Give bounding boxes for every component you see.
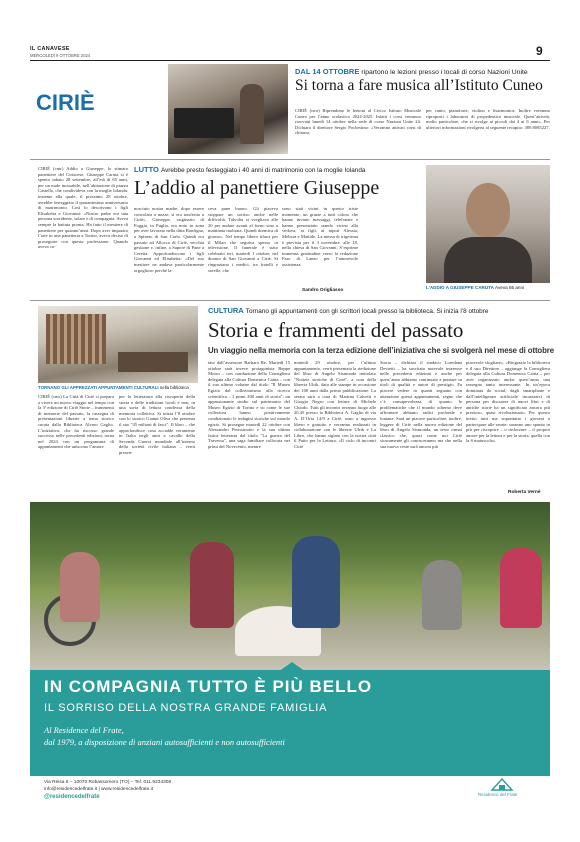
bookshelf-shape — [46, 314, 106, 364]
culture-subhead: Un viaggio nella memoria con la terza edizione dell’iniziativa che si svolgerà nel mese di ottobre — [208, 346, 554, 355]
obituary-lead-column: CIRIÈ (cmr) Addio a Giuseppe, lo stimato panettiere del Ciriacese. Giuseppe Caruta si è spento sabato 28 settembre, all’età di 65 anni, per un male incurabile, nell’abitazione di piazza Castello, che condivideva con la moglie Iolanda, insieme alla quale, il prossimo 28 ottobre, avrebbe festeggiato il quarantesimo anniversario di matrimonio. Così lo descrivono i figli Elisabetta e Giovanni: «Nostro padre era una persona sorridente, solare e di compagnia. Aveva sempre la battuta pronta. Ha fatto il mestiere di panettiere per quarant’anni. Dopo aver imparato l’arte in una panetteria a Torino, aveva deciso di proseguire con questa professione. Quando aveva co- — [38, 166, 128, 250]
residence-logo-icon — [490, 777, 514, 791]
music-kicker — [295, 67, 528, 76]
resident-2-shape — [190, 542, 234, 628]
giuseppe-portrait — [426, 165, 550, 283]
library-caption-bold: TORNANO GLI APPREZZATI APPUNTAMENTI CULTURALI — [38, 385, 159, 390]
obituary-kicker-rest: Avrebbe presto festeggiato i 40 anni di matrimonio con la moglie Iolanda — [160, 167, 366, 174]
obituary-headline: L’addio al panettiere Giuseppe — [134, 177, 380, 199]
page-number: 9 — [536, 44, 543, 58]
ad-photo — [30, 502, 550, 670]
ad-headline: IN COMPAGNIA TUTTO È PIÙ BELLO — [44, 677, 373, 696]
culture-body-col3: tato dall’assessore Barbara Re. Martedì 15 ottobre sarà invece protagonista Beppe Moiso – con conduzione della Consigliera delegata alla Cultura Domenica Caitta – con il suo ultimo volume dal titolo "Il Museo Egizio dal collezionismo alla ricerca scientifica – I primi 200 anni di storia": un appassionante studio sul patrimonio del Museo Egizio di Torino e su come le sue collezioni hanno positivamente condizionato le indagini storiche sul mondo egizio. Si prosegue martedì 22 ottobre con Alessandro Perissinotto e la sua ultima fatica letteraria dal titolo "La guerra del Traversa", una saga familiare collocata nei primi del Novecento, mentre — [208, 360, 290, 449]
culture-kicker-rest: Tornano gli appuntamenti con gli scrittori locali presso la biblioteca. Si inizia l’8 ottobre — [245, 308, 489, 315]
obituary-byline: Sandro Origliasso — [302, 288, 344, 293]
culture-body-col5: Storia – dichiara il sindaco Loredana Devietti – ha suscitato notevole interesse nelle precedenti edizioni e anche per quest’anno abbiamo continuato a puntare su titoli di qualità e autori di prestigio. Fa piacere vedere in quanti seguano con attenzione questi appuntamenti, segno che c’è consapevolezza di quanto le problematiche che il mondo odierno deve affrontare abbiano radici profonde e lontane. Sarà un piacere particolare, inoltre, leggere di Ciriè nella nuova edizione del libro di Angelo Sismonda, un testo ormai classico che, quasi come noi Ciriè sicuramente gli conosceranno ma che nella sua nuova veste sarà ancora più — [380, 360, 462, 449]
ad-line2: dal 1979, a disposizione di anziani autosufficienti e non autosufficienti — [44, 737, 285, 747]
music-body-col2: per canto, pianoforte, violino e fisarmonica. Inoltre verranno riproposti i laboratori di propedeutica musicale. Quest’attività, molto particolare, che si rivolge ai piccoli dai 4 ai 6 anni». Per ulteriori informazioni rivolgersi al seguente recapito: 389.8085227. — [426, 108, 550, 130]
piano-shape — [174, 108, 234, 138]
culture-kicker — [208, 306, 488, 315]
table-shape — [118, 352, 188, 372]
obituary-kicker-bold: LUTTO — [134, 165, 159, 174]
library-caption-rest: nella biblioteca — [159, 385, 189, 390]
culture-body-col4: martedì 29 ottobre, per l’ultimo appuntamento, verrà presentata la riedizione del libro di Angelo Sismonda intitolato "Notizie storiche di Ciriè", a cura della libreria Ulrik, data alle stampe in occasione dei 100 anni dalla prima pubblicazione. La serata sarà a cura di Martina Calvetti e Giorgio Negro con letture di Michele Chiodo. Tutti gli incontri avranno luogo alle 20.45 presso la Biblioteca A. Gaglio di via A. D’Oria 14/9 a Ciriè, sono a ingresso libero e gratuito e verranno realizzati in collaborazione con le librerie Ulrik e La Libro, che hanno siglato con la nostra città il Patto per la Lettura. «Il ciclo di incontri Ciriè — [294, 360, 376, 449]
ad-social: @residencedelfrate — [44, 794, 100, 800]
obituary-body-col4: sono stati vicini in questo triste momento; un grazie a tutti coloro che hanno inviato messaggi, telefonate e hanno presenziato stando vicino alla vedova, ai figli, ai nipoti Alessia, Melissa e Mattide. La messa di trigesima è prevista per il 3 novembre, alle 18, nella chiesa di San Giovanni. S’esprime immensa gratitudine verso la redazione Faro di Lanzo per l’amorevole assistenza. — [282, 206, 358, 267]
ad-address: Via Reisa 6 – 10070 Robassomero (TO) – Tel. 011.9234308 — [44, 780, 172, 785]
culture-body-col2: per la letteratura alla riscoperta della storia e delle tradizioni locali e non, in una sorta di lettura condivisa della memoria collettiva. Si inizia l’8 ottobre con lo storico Gianni Oliva che presenta il suo "45 milioni di fasci". Il libro – che approfondisce cosa accadde veramente in Italia negli anni a cavallo della Seconda Guerra mondiale all’interno della società civile italiana – verrà presen- — [119, 394, 195, 455]
music-body-col1: CIRIÈ (cmr) Riprendono le lezioni al Civico Istituto Musicale Cuneo per l’anno scolastico 2024-2025. Infatti i corsi verranno riavviati lunedì 14 ottobre nella sede di corso Nazioni Unite 24. Dichiara il direttore Sergio Pochettino: «Verranno attivati corsi di chitarra, — [295, 108, 421, 136]
resident-4-shape — [422, 560, 462, 630]
header-rule — [30, 60, 550, 61]
culture-body-col1: CIRIÈ (cmr) La Città di Ciriè si prepara a vivere un nuovo viaggio nel tempo con la 3ª edizione di Ciriè Storie – frammenti di memorie del passato, la rassegna di presentazioni librarie a tema storico curata dalla Biblioteca Alvaro Gaglio. L’iniziativa, che ha riscosso grande successo nelle precedenti edizioni, torna nel 2024 con un programma di appuntamenti che uniscono l’amore — [38, 394, 114, 450]
issue-date: MERCOLEDÌ 9 OTTOBRE 2024 — [30, 53, 91, 58]
culture-body-col6: piacevole sfogliare». «Ringrazio la biblioteca e il suo Direttore – aggiunge la Consigliera delegata alla Cultura Domenica Caitta – per aver organizzato anche quest’anno una rassegna tanto interessante. In un’epoca dominata da social, dagli smartphone e dall’intelligenza artificiale incontrarsi di persona per discutere di nuovi libri e di antiche storie ha un significato ancora più prezioso, quasi rivoluzionario. Per questo invito tutti ma soprattutto i giovani a partecipare alle serate: saranno uno spunto in più per riscoprire – o rinforzare – il proprio amore per la lettura e per la storia, quella con la S maiuscola». — [466, 360, 550, 444]
residence-logo-text: Residence del Frate — [478, 792, 518, 797]
obituary-top-rule — [30, 159, 550, 160]
ad-email: info@residencedelfrate.it | www.residencedelfrate.it — [44, 787, 154, 792]
culture-headline: Storia e frammenti del passato — [208, 318, 464, 342]
ad-notch — [278, 662, 306, 672]
music-headline: Si torna a fare musica all’Istituto Cuneo — [295, 77, 543, 94]
portrait-caption-bold: L’ADDIO A GIUSEPPE CARUTA — [426, 285, 494, 290]
obituary-body-col3: ceva pane buono. Gli piaceva stoppare un sorriso anche nelle difficoltà. Talvolta si svegliava alle 20 per andare avanti al forno sino a mattinata inoltrata. Quindi dormiva di giorno». Nel tempo libero tifava per il Milan che seguiva spesso in televisione. Il funerale è stato celebrato ieri, martedì 1 ottobre, nel duomo di San Giovanni a Ciriè. Si ringraziano i medici, tra fratelli e sorelle, che — [208, 206, 278, 273]
person-shape — [240, 84, 264, 144]
culture-top-rule — [30, 300, 550, 301]
obituary-kicker — [134, 165, 365, 174]
resident-5-shape — [500, 548, 542, 628]
library-photo — [38, 306, 198, 383]
culture-kicker-bold: CULTURA — [208, 306, 244, 315]
portrait-head-shape — [466, 183, 510, 237]
music-kicker-rest: ripartono le lezioni presso i locali di corso Nazioni Unite — [361, 69, 528, 76]
resident-3-shape — [292, 536, 340, 628]
ad-subhead: IL SORRISO DELLA NOSTRA GRANDE FAMIGLIA — [44, 702, 328, 714]
music-kicker-bold: DAL 14 OTTOBRE — [295, 67, 360, 76]
library-caption — [38, 385, 189, 390]
music-lesson-photo — [168, 64, 288, 154]
residence-logo-svg — [490, 777, 514, 791]
portrait-body-shape — [444, 237, 532, 283]
culture-byline: Roberta Vernè — [508, 490, 541, 495]
ad-line1: Al Residence del Frate, — [44, 725, 124, 735]
masthead: IL CANAVESE — [30, 46, 70, 52]
portrait-caption-rest: Aveva 65 anni — [495, 285, 525, 290]
obituary-body-col2: nosciuto nostra madre, dopo essere convolato a nozze, si era trasferito a Ciriè». Giuseppe, originario di Foggia, in Puglia, era noto in zona per aver lavorato nella ditta Bonfigna, a Spineto di San Carlo. Quindi era passato ad Allocco di Ciriè, vecchia gestione e, infine, a Sapore di Pane a Ceretta. Approfondiscono i figli Giovanni ed Elisabetta: «Del suo mestiere ne andava particolarmente orgoglioso perché la- — [134, 206, 204, 273]
portrait-caption — [426, 285, 524, 290]
resident-1-shape — [60, 552, 100, 622]
section-title: CIRIÈ — [36, 90, 95, 115]
